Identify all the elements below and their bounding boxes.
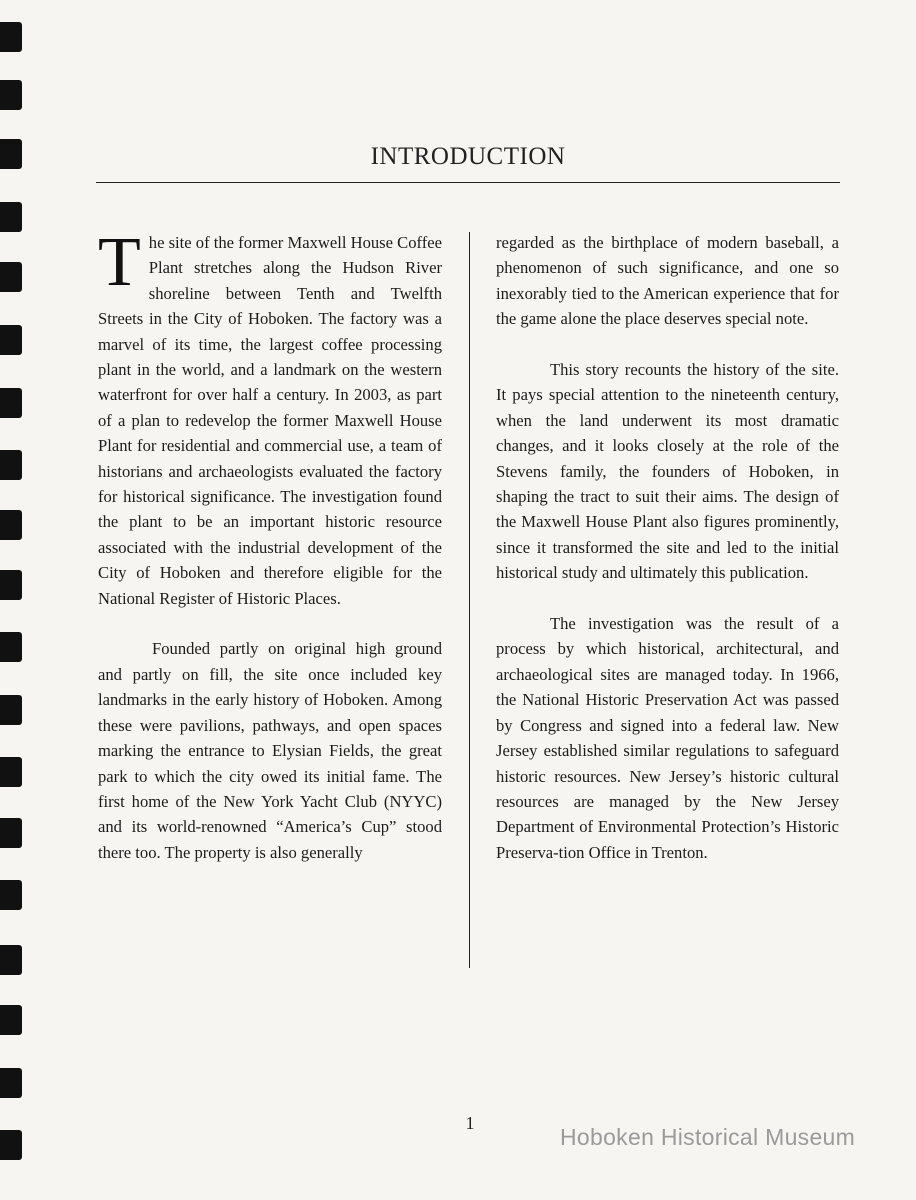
right-column (496, 230, 839, 865)
page-title: INTRODUCTION (370, 143, 566, 170)
left-column (98, 224, 442, 865)
binding-ring (0, 945, 22, 975)
binding-ring (0, 632, 22, 662)
binding-ring (0, 139, 22, 169)
binding-ring (0, 818, 22, 848)
binding-ring (0, 570, 22, 600)
binding-ring (0, 880, 22, 910)
binding-ring (0, 202, 22, 232)
binding-ring (0, 262, 22, 292)
paragraph-text: he site of the former Maxwell House Coffee Plant stretches along the Hudson River shoreline between Tenth and Twelfth Streets in the City of Hoboken. The factory was a marvel of its time, the largest coffee processing plant in the world, and a landmark on the western waterfront for over half a century. In 2003, as part of a plan to redevelop the former Maxwell House Plant for residential and commercial use, a team of historians and archaeologists evaluated the factory for historical significance. The investigation found the plant to be an important historic resource associated with the industrial development of the City of Hoboken and therefore eligible for the National Register of Historic Places. (98, 233, 442, 608)
paragraph: This story recounts the history of the site. It pays special attention to the nineteenth century, when the land underwent its most dramatic changes, and it looks closely at the role of the Stevens family, the founders of Hoboken, in shaping the tract to suit their aims. The design of the Maxwell House Plant also figures prominently, since it transformed the site and led to the initial historical study and ultimately this publication. (496, 360, 839, 583)
drop-cap: T (98, 224, 141, 301)
binding-ring (0, 1068, 22, 1098)
watermark: Hoboken Historical Museum (560, 1124, 856, 1150)
paragraph: The investigation was the result of a process by which historical, architectural, and archaeological sites are managed today. In 1966, the National Historic Preservation Act was passed by Congress and signed into a federal law. New Jersey established similar regulations to safeguard historic resources. New Jersey’s historic cultural resources are managed by the New Jersey Department of Environmental Protection’s Historic Preserva-tion Office in Trenton. (496, 614, 839, 862)
title-rule (96, 182, 840, 183)
binding-ring (0, 1005, 22, 1035)
binding-ring (0, 450, 22, 480)
paragraph: regarded as the birthplace of modern baseball, a phenomenon of such significance, and one so inexorably tied to the American experience that for the game alone the place deserves special note. (496, 233, 839, 329)
binding-ring (0, 22, 22, 52)
column-divider (469, 232, 470, 968)
binding-ring (0, 388, 22, 418)
binding-ring (0, 510, 22, 540)
binding-ring (0, 757, 22, 787)
binding-ring (0, 695, 22, 725)
binding-ring (0, 325, 22, 355)
paragraph: Founded partly on original high ground and partly on fill, the site once included key landmarks in the early history of Hoboken. Among these were pavilions, pathways, and open spaces marking the entrance to Elysian Fields, the great park to which the city owed its initial fame. The first home of the New York Yacht Club (NYYC) and its world-renowned “America’s Cup” stood there too. The property is also generally (98, 639, 442, 862)
spiral-binding (0, 0, 28, 1200)
binding-ring (0, 80, 22, 110)
paragraph (98, 224, 442, 611)
binding-ring (0, 1130, 22, 1160)
page-number: 1 (465, 1113, 475, 1133)
